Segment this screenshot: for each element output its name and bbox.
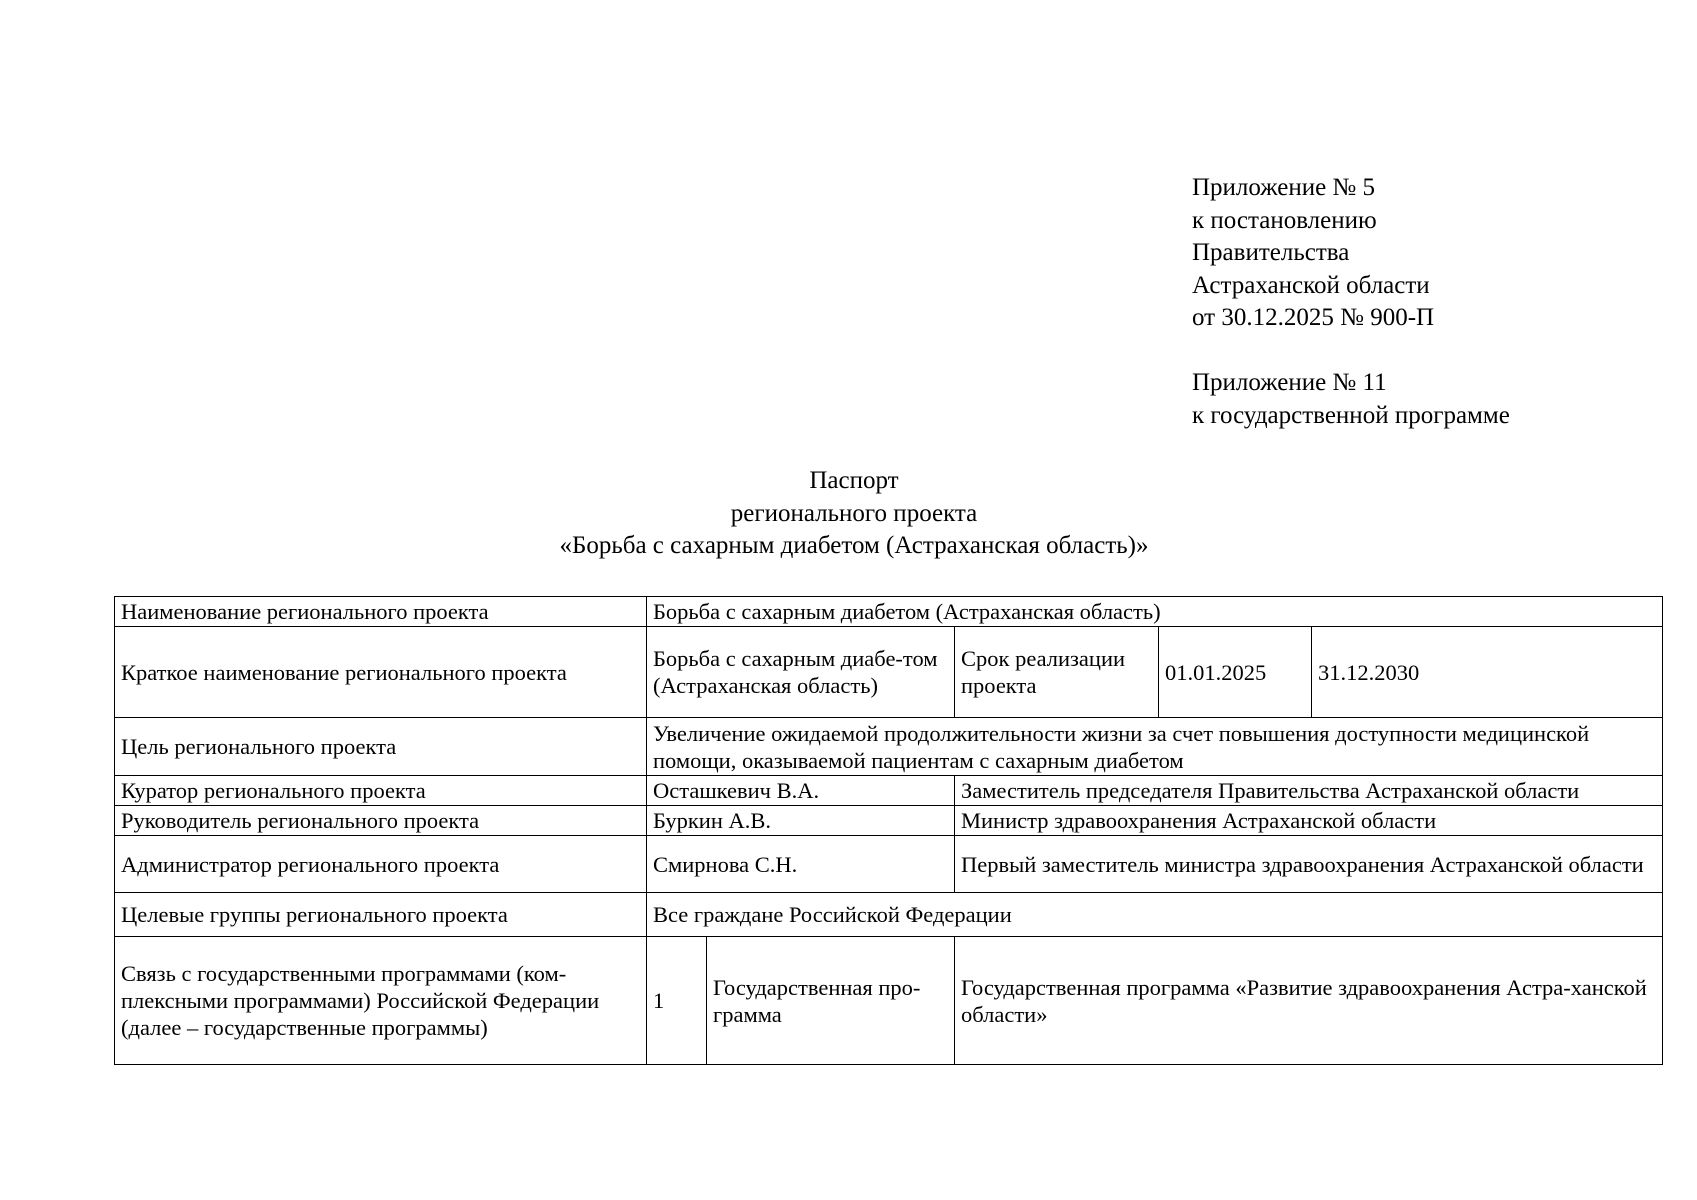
table-row [115,776,1663,806]
table-row [115,718,1663,776]
appendix-line: к государственной программе [1192,401,1510,429]
table-row [115,937,1663,1065]
goal-value: Увеличение ожидаемой продолжительности жизни за счет повышения доступности медицинской помощи, оказываемой пациентам с сахарным диабетом [647,718,1663,776]
appendix-line: Правительства [1192,239,1350,266]
table-row [115,806,1663,836]
project-name-value: Борьба с сахарным диабетом (Астраханская область) [647,597,1663,627]
short-name-value: Борьба с сахарным диабе-том (Астраханская область) [647,627,955,718]
appendix-line: Астраханской области [1192,271,1430,299]
row-label: Руководитель регионального проекта [115,806,647,836]
appendix-line: Приложение № 11 [1192,369,1387,396]
row-label: Краткое наименование регионального проекта [115,627,647,718]
program-number: 1 [647,937,707,1065]
row-label: Администратор регионального проекта [115,836,647,893]
appendix-gap [1192,335,1510,368]
program-name: Государственная программа «Развитие здравоохранения Астра-ханской области» [955,937,1663,1065]
curator-name: Осташкевич В.А. [647,776,955,806]
title-line-1: Паспорт [809,467,899,494]
row-label: Наименование регионального проекта [115,597,647,627]
program-type: Государственная про-грамма [707,937,955,1065]
appendix-block [1192,172,1510,432]
row-label: Цель регионального проекта [115,718,647,776]
passport-table [114,596,1663,1065]
row-label: Связь с государственными программами (ком-плексными программами) Российской Федерации (далее – государственные программы) [115,937,647,1065]
table-row [115,836,1663,893]
administrator-position: Первый заместитель министра здравоохранения Астраханской области [955,836,1663,893]
term-label: Срок реализации проекта [955,627,1159,718]
title-line-3: «Борьба с сахарным диабетом (Астраханская область)» [559,532,1149,559]
curator-position: Заместитель председателя Правительства Астраханской области [955,776,1663,806]
row-label: Целевые группы регионального проекта [115,893,647,937]
end-date: 31.12.2030 [1312,627,1663,718]
title-line-2: регионального проекта [730,499,978,527]
document-title [114,465,1594,563]
table-row [115,893,1663,937]
table-row [115,597,1663,627]
administrator-name: Смирнова С.Н. [647,836,955,893]
start-date: 01.01.2025 [1159,627,1312,718]
appendix-line: от 30.12.2025 № 900-П [1192,304,1435,331]
appendix-line: Приложение № 5 [1192,174,1376,201]
row-label: Куратор регионального проекта [115,776,647,806]
head-name: Буркин А.В. [647,806,955,836]
table-row [115,627,1663,718]
appendix-line: к постановлению [1192,206,1377,234]
head-position: Министр здравоохранения Астраханской области [955,806,1663,836]
target-groups-value: Все граждане Российской Федерации [647,893,1663,937]
